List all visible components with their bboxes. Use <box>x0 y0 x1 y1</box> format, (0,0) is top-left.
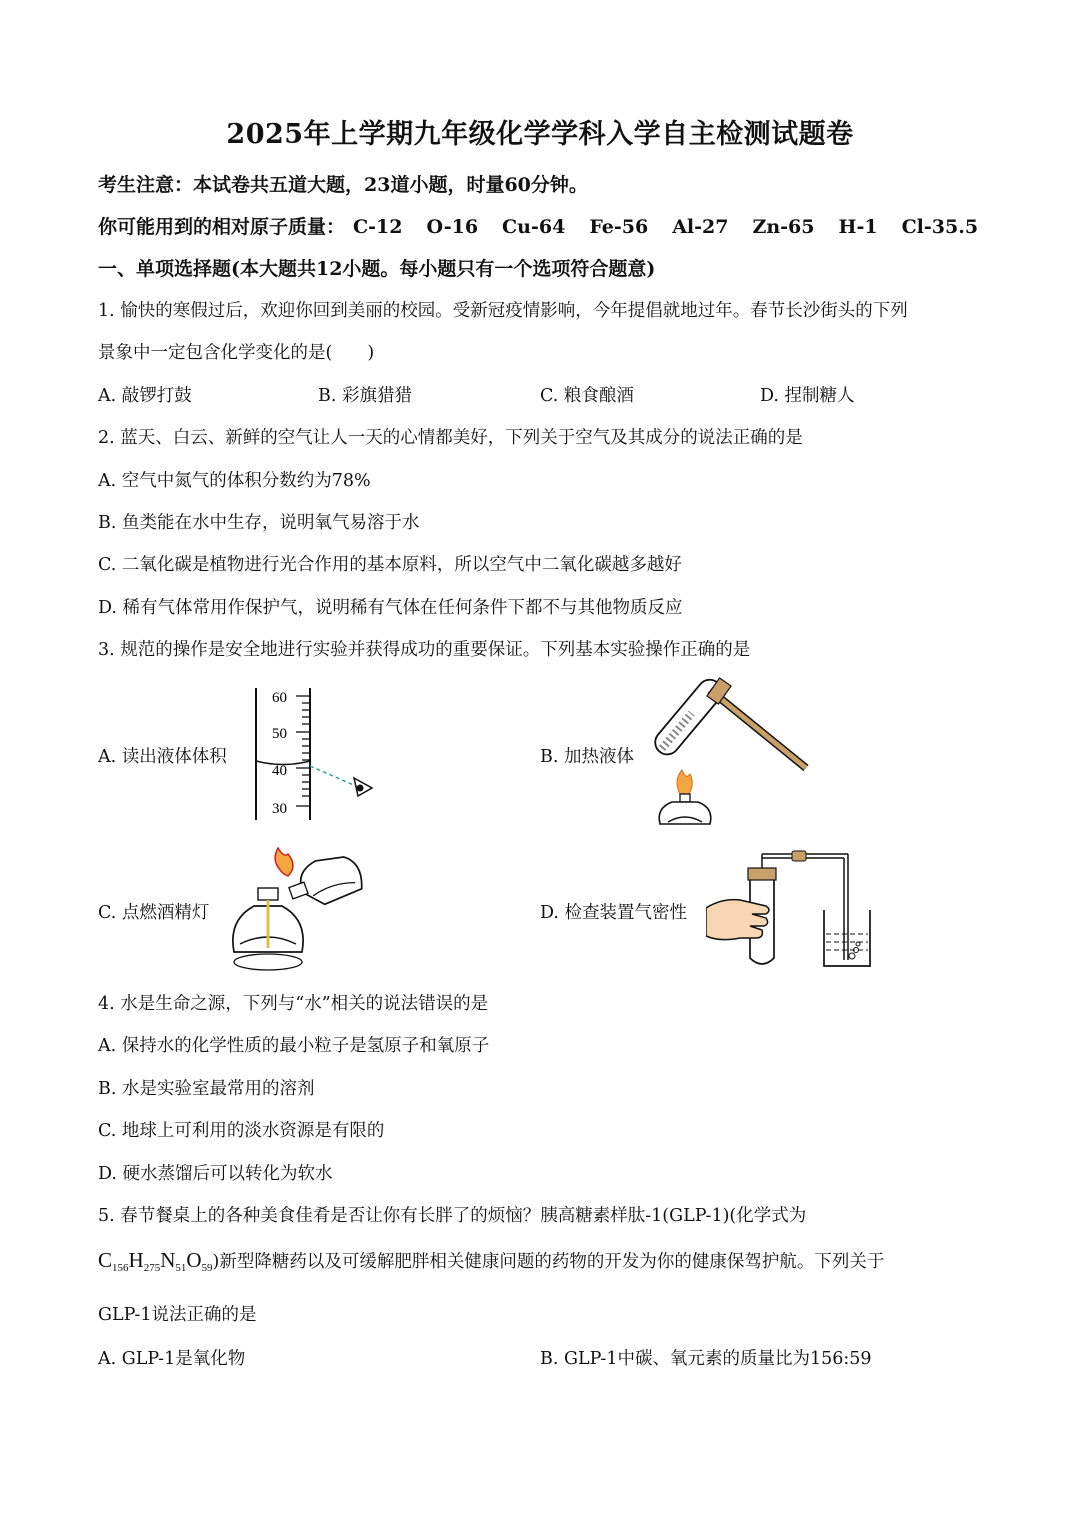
q2-option-c: C. 二氧化碳是植物进行光合作用的基本原料，所以空气中二氧化碳越多越好 <box>98 555 682 575</box>
element-n: N <box>160 1248 176 1272</box>
q1-option-b: B. 彩旗猎猎 <box>318 386 412 406</box>
atomic-masses-label: 你可能用到的相对原子质量： <box>98 216 346 238</box>
alcohol-lamp-icon <box>659 794 711 824</box>
chem-formula <box>98 1248 213 1272</box>
mass-item: C-12 <box>353 216 403 238</box>
q5-option-b: B. GLP-1中碳、氧元素的质量比为156:59 <box>540 1349 872 1369</box>
atomic-masses <box>98 212 1002 239</box>
q4-option-a: A. 保持水的化学性质的最小粒子是氢原子和氧原子 <box>98 1036 490 1056</box>
q1-option-d: D. 捏制糖人 <box>760 386 855 406</box>
q3-option-b: B. 加热液体 <box>540 747 634 767</box>
q1-stem-line1: 1. 愉快的寒假过后，欢迎你回到美丽的校园。受新冠疫情影响，今年提倡就地过年。春节长沙街头的下列 <box>98 301 908 321</box>
q1-option-a: A. 敲锣打鼓 <box>98 386 192 406</box>
hand-icon <box>706 900 769 940</box>
q4-option-c: C. 地球上可利用的淡水资源是有限的 <box>98 1121 385 1141</box>
mass-item: Cu-64 <box>502 216 566 238</box>
tick-label: 40 <box>272 763 287 779</box>
q3-stem: 3. 规范的操作是安全地进行实验并获得成功的重要保证。下列基本实验操作正确的是 <box>98 640 751 660</box>
tick-label: 30 <box>272 801 287 817</box>
q1-stem-line2: 景象中一定包含化学变化的是( ) <box>98 343 375 363</box>
element-h: H <box>128 1248 144 1272</box>
tick-label: 50 <box>272 726 287 742</box>
q5-option-a: A. GLP-1是氧化物 <box>98 1349 246 1369</box>
q2-option-b: B. 鱼类能在水中生存，说明氧气易溶于水 <box>98 513 420 533</box>
airtightness-diagram <box>706 848 876 972</box>
q3-option-a: A. 读出液体体积 <box>98 747 227 767</box>
mass-item: Al-27 <box>672 216 729 238</box>
subscript: 59 <box>201 1262 213 1274</box>
mass-item: H-1 <box>838 216 878 238</box>
cylinder-diagram <box>250 684 390 824</box>
q2-option-a: A. 空气中氮气的体积分数约为78% <box>98 471 371 491</box>
element-o: O <box>186 1248 202 1272</box>
figure-airtightness-check <box>706 848 876 972</box>
alcohol-lamp-icon <box>283 848 366 914</box>
q2-stem: 2. 蓝天、白云、新鲜的空气让人一天的心情都美好，下列关于空气及其成分的说法正确的是 <box>98 428 803 448</box>
section-heading: 一、单项选择题(本大题共12小题。每小题只有一个选项符合题意) <box>98 258 656 280</box>
subscript: 275 <box>143 1262 161 1274</box>
sight-line <box>310 766 356 786</box>
exam-notice: 考生注意：本试卷共五道大题，23道小题，时量60分钟。 <box>98 174 588 196</box>
q5-stem-line2: )新型降糖药以及可缓解肥胖相关健康问题的药物的开发为你的健康保驾护航。下列关于 <box>212 1252 885 1272</box>
mass-item: O-16 <box>426 216 479 238</box>
q1-option-c: C. 粮食酿酒 <box>540 386 634 406</box>
alcohol-lamp-icon <box>233 888 303 970</box>
lighting-diagram <box>228 844 368 972</box>
beaker-icon <box>824 910 870 966</box>
eye-icon <box>354 778 372 796</box>
subscript: 51 <box>175 1262 187 1274</box>
mass-item: Zn-65 <box>752 216 815 238</box>
flame-icon <box>275 848 293 876</box>
q5-stem-line3: GLP-1说法正确的是 <box>98 1305 257 1325</box>
element-c: C <box>98 1248 113 1272</box>
figure-cylinder-reading <box>250 684 390 824</box>
heating-diagram <box>650 676 810 828</box>
q4-option-d: D. 硬水蒸馏后可以转化为软水 <box>98 1164 333 1184</box>
subscript: 156 <box>112 1262 129 1274</box>
q3-option-d: D. 检查装置气密性 <box>540 903 688 923</box>
q4-stem: 4. 水是生命之源，下列与“水”相关的说法错误的是 <box>98 994 489 1014</box>
page-title: 2025年上学期九年级化学学科入学自主检测试题卷 <box>226 119 854 150</box>
tick-label: 60 <box>272 690 287 706</box>
q5-stem-line1: 5. 春节餐桌上的各种美食佳肴是否让你有长胖了的烦恼？胰高糖素样肽-1(GLP-1)(化学式为 <box>98 1206 807 1226</box>
q4-option-b: B. 水是实验室最常用的溶剂 <box>98 1079 315 1099</box>
q2-option-d: D. 稀有气体常用作保护气，说明稀有气体在任何条件下都不与其他物质反应 <box>98 598 683 618</box>
mass-item: Fe-56 <box>589 216 649 238</box>
figure-heating-liquid <box>650 676 810 828</box>
q5-formula-line <box>98 1248 884 1274</box>
figure-lighting-lamp <box>228 844 368 972</box>
q3-option-c: C. 点燃酒精灯 <box>98 903 210 923</box>
mass-item: Cl-35.5 <box>901 216 979 238</box>
